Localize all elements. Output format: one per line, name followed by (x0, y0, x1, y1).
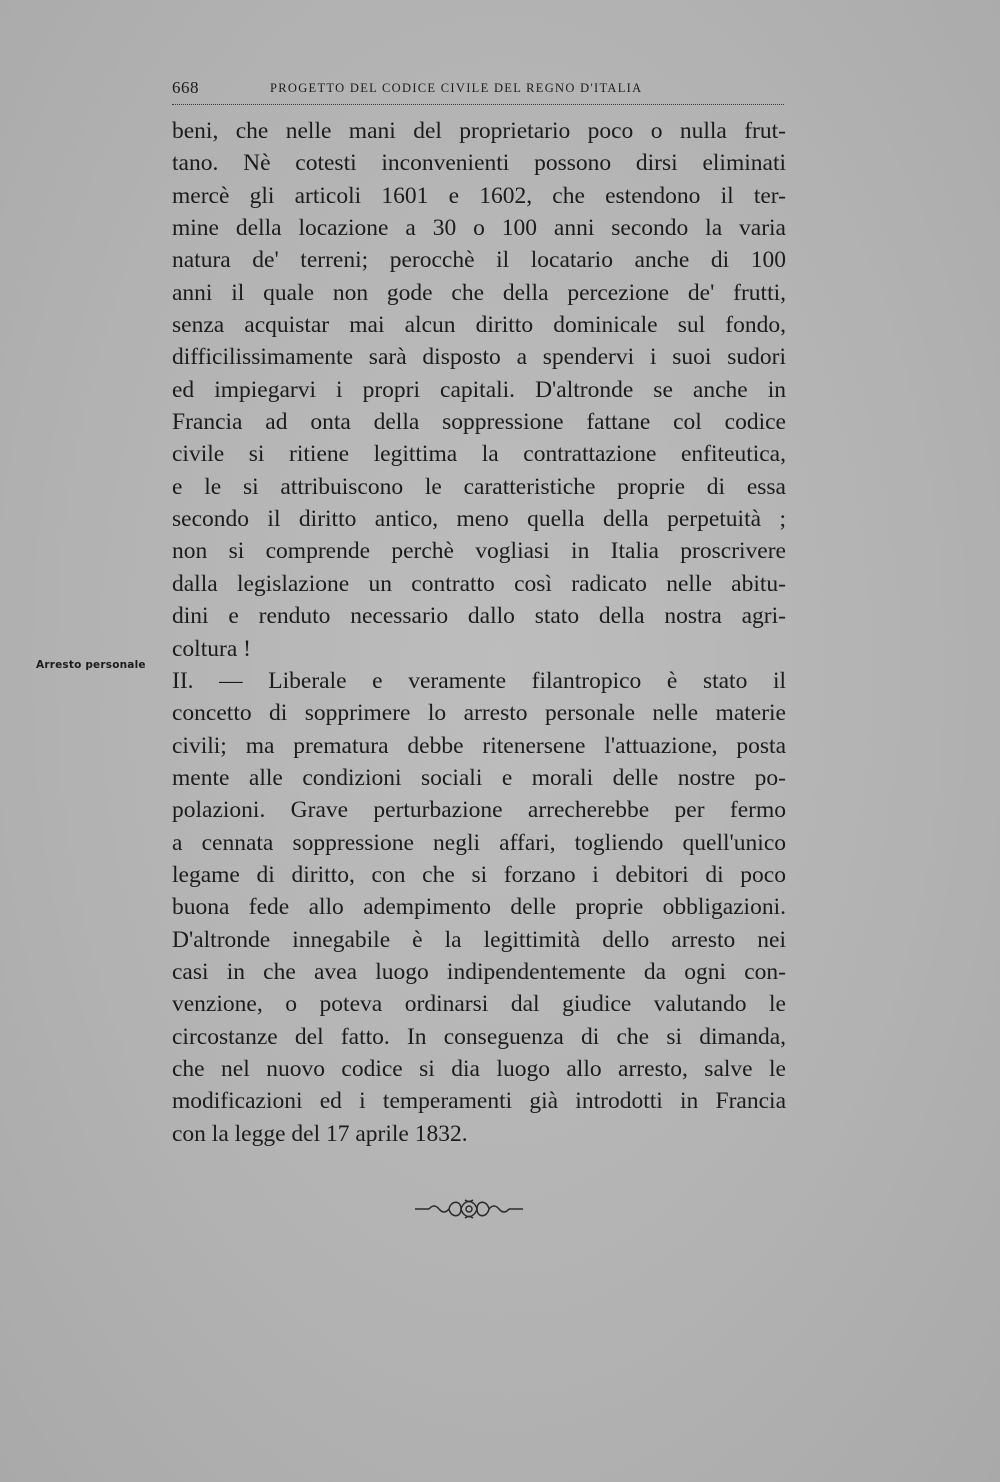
paragraph-arresto-personale (172, 665, 786, 1150)
text-line: legame di diritto, con che si forzano i debitori di poco (172, 861, 786, 888)
fleuron-ornament-icon (413, 1196, 525, 1222)
text-line: venzione, o poteva ordinarsi dal giudice valutando le (172, 991, 786, 1018)
text-line: secondo il diritto antico, meno quella della perpetuità ; (172, 506, 786, 533)
text-line: beni, che nelle mani del proprietario poco o nulla frut- (172, 118, 786, 144)
text-line: civile si ritiene legittima la contrattazione enfiteutica, (172, 441, 786, 468)
header-divider (172, 104, 784, 105)
text-line: mine della locazione a 30 o 100 anni secondo la varia (172, 215, 786, 242)
text-line: Francia ad onta della soppressione fattane col codice (172, 409, 786, 436)
text-line: civili; ma prematura debbe ritenersene l'attuazione, posta (172, 732, 786, 759)
text-line: mercè gli articoli 1601 e 1602, che estendono il ter- (172, 182, 786, 209)
text-line: mente alle condizioni sociali e morali delle nostre po- (172, 764, 786, 791)
text-line: circostanze del fatto. In conseguenza di che si dimanda, (172, 1023, 786, 1050)
text-line: tano. Nè cotesti inconvenienti possono dirsi eliminati (172, 150, 786, 177)
text-line: dalla legislazione un contratto così radicato nelle abitu- (172, 570, 786, 597)
body-text (172, 115, 786, 1150)
text-line: concetto di sopprimere lo arresto personale nelle materie (172, 700, 786, 727)
text-line: senza acquistar mai alcun diritto dominicale sul fondo, (172, 312, 786, 339)
page-number: 668 (172, 78, 199, 97)
text-line: buona fede allo adempimento delle proprie obbligazioni. (172, 894, 786, 921)
text-line: anni il quale non gode che della percezione de' frutti, (172, 279, 786, 306)
text-line: coltura ! (172, 635, 251, 662)
text-line: polazioni. Grave perturbazione arrecherebbe per fermo (172, 797, 786, 824)
text-line: difficilissimamente sarà disposto a spendervi i suoi sudori (172, 344, 786, 371)
text-line: D'altronde innegabile è la legittimità dello arresto nei (172, 926, 786, 953)
text-line: casi in che avea luogo indipendentemente da ogni con- (172, 958, 786, 985)
text-line: e le si attribuiscono le caratteristiche proprie di essa (172, 473, 786, 500)
margin-note: Arresto personale (36, 659, 146, 671)
text-line: non si comprende perchè vogliasi in Italia proscrivere (172, 538, 786, 565)
text-line: con la legge del 17 aprile 1832. (172, 1120, 468, 1147)
paragraph-enfiteusi (172, 115, 786, 665)
text-line: che nel nuovo codice si dia luogo allo arresto, salve le (172, 1055, 786, 1082)
text-line: modificazioni ed i temperamenti già introdotti in Francia (172, 1088, 786, 1115)
page-header (172, 78, 784, 104)
text-line: a cennata soppressione negli affari, togliendo quell'unico (172, 829, 786, 856)
text-line: ed impiegarvi i propri capitali. D'altronde se anche in (172, 376, 786, 403)
text-line: II. — Liberale e veramente filantropico è stato il (172, 667, 786, 694)
text-line: natura de' terreni; perocchè il locatario anche di 100 (172, 247, 786, 274)
running-title: PROGETTO DEL CODICE CIVILE DEL REGNO D'ITALIA (270, 81, 643, 95)
text-line: dini e renduto necessario dallo stato della nostra agri- (172, 603, 786, 630)
